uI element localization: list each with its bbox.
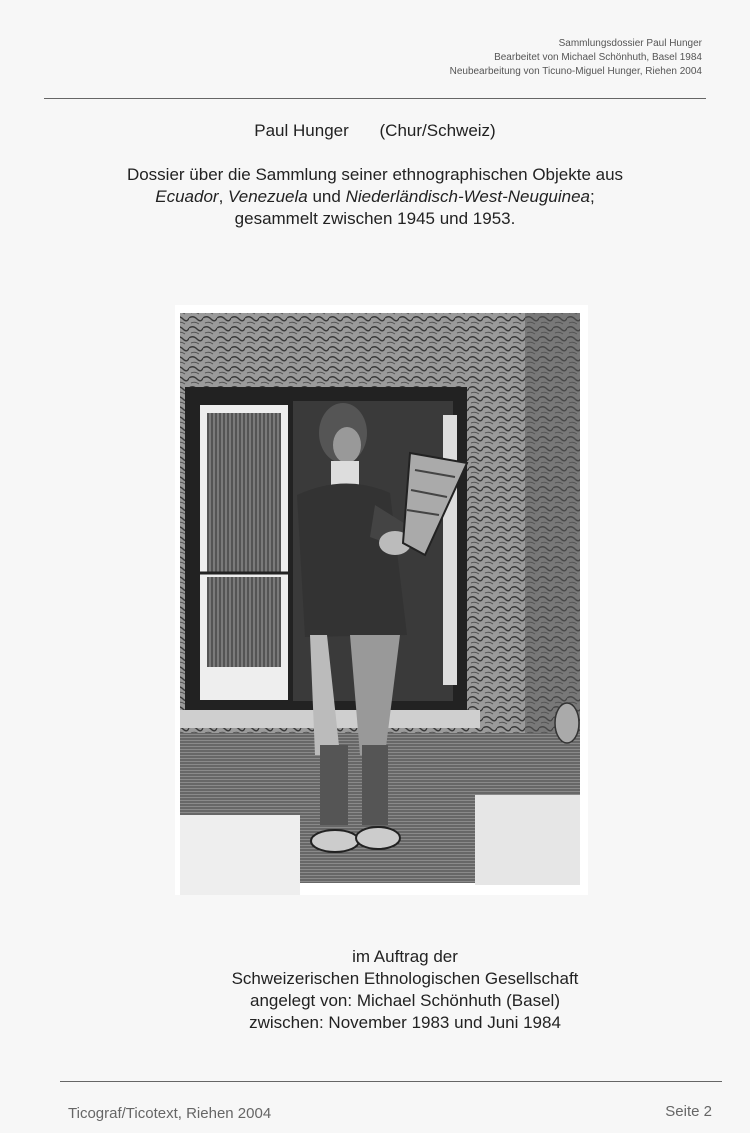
commission-line-4: zwischen: November 1983 und Juni 1984 [249,1013,561,1032]
description-line-3: gesammelt zwischen 1945 und 1953. [234,209,516,228]
page-number: Seite 2 [665,1103,712,1120]
dossier-description [60,164,690,230]
page-title [0,121,750,141]
title-location: (Chur/Schweiz) [379,121,496,140]
commission-line-1: im Auftrag der [352,947,458,966]
header-divider [44,98,706,99]
header-line-1: Sammlungsdossier Paul Hunger [558,38,702,49]
title-name: Paul Hunger [254,121,349,140]
person-left-shoe [311,830,359,852]
place-neuguinea: Niederländisch-West-Neuguinea [345,187,590,206]
separator: , [218,187,229,206]
document-header [450,37,702,79]
header-line-3: Neubearbeitung von Ticuno-Miguel Hunger, Riehen 2004 [449,66,702,77]
line-end: ; [590,187,595,206]
header-line-2: Bearbeitet von Michael Schönhuth, Basel 1984 [494,52,702,63]
person-torso [297,483,407,637]
portrait-photo [175,305,588,895]
description-line-1: Dossier über die Sammlung seiner ethnographischen Objekte aus [126,165,624,184]
place-ecuador: Ecuador [155,187,219,206]
description-line-2 [60,186,690,208]
commission-line-3: angelegt von: Michael Schönhuth (Basel) [250,991,560,1010]
footer-publisher: Ticograf/Ticotext, Riehen 2004 [68,1105,272,1122]
footer-divider [60,1081,722,1082]
person-right-shoe [356,827,400,849]
conjunction: und [307,187,346,206]
photo-illustration [175,305,588,895]
commission-line-2: Schweizerischen Ethnologischen Gesellschaft [231,969,579,988]
place-venezuela: Venezuela [228,187,308,206]
commission-block [60,946,750,1034]
